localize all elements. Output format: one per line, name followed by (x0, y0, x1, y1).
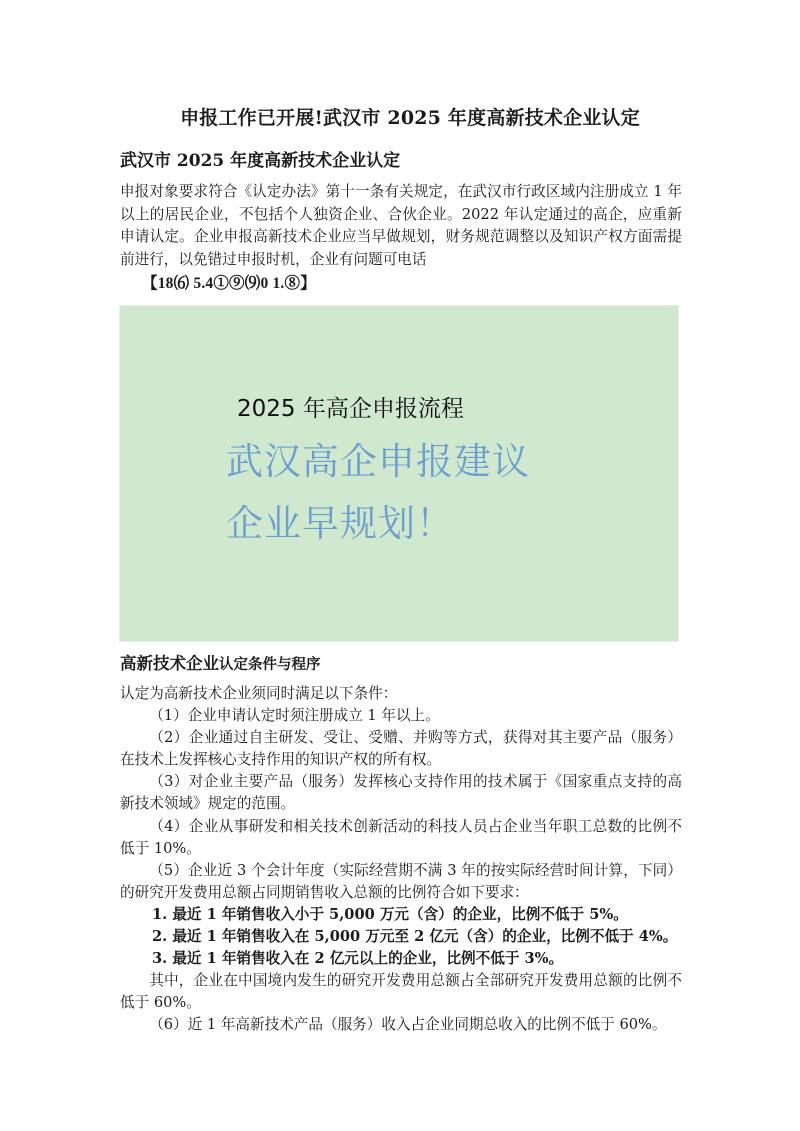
condition-item-5: （5）企业近 3 个会计年度（实际经营期不满 3 年的按实际经营时间计算，下同）的研究开发费用总额占同期销售收入总额的比例符合如下要求： (120, 861, 682, 901)
condition-item-6: （6）近 1 年高新技术产品（服务）收入占企业同期总收入的比例不低于 60%。 (149, 1016, 667, 1034)
conditions-list (120, 683, 682, 1037)
condition-item-4: （4）企业从事研发和相关技术创新活动的科技人员占企业当年职工总数的比例不低于 10%。 (120, 817, 682, 857)
rd-ratio-rule-2: 2. 最近 1 年销售收入在 5,000 万元至 2 亿元（含）的企业，比例不低于 4%。 (152, 928, 678, 946)
intro-text: 申报对象要求符合《认定办法》第十一条有关规定，在武汉市行政区域内注册成立 1 年以上的居民企业，不包括个人独资企业、合伙企业。2022 年认定通过的高企，应重新申请认定。企业申报高新技术企业应当早做规划，财务规范调整以及知识产权方面需提前进行，以免错过申报时机，企业有问题可电话 (120, 183, 682, 268)
condition-item-2: （2）企业通过自主研发、受让、受赠、并购等方式，获得对其主要产品（服务）在技术上发挥核心支持作用的知识产权的所有权。 (120, 729, 682, 769)
banner-slogan-line1: 武汉高企申报建议 (226, 440, 530, 483)
rd-ratio-rule-1: 1. 最近 1 年销售收入小于 5,000 万元（含）的企业，比例不低于 5%。 (152, 905, 628, 923)
document-subtitle: 武汉市 2025 年度高新技术企业认定 (120, 151, 401, 171)
domestic-rd-note: 其中，企业在中国境内发生的研究开发费用总额占全部研究开发费用总额的比例不低于 60%。 (120, 972, 682, 1012)
promo-banner-image (120, 306, 678, 641)
document-title: 申报工作已开展!武汉市 2025 年度高新技术企业认定 (180, 107, 640, 129)
banner-heading: 2025 年高企申报流程 (237, 396, 464, 422)
phone-number: 【18⑹ 5.4①⑨⑼0 1.⑧】 (142, 275, 316, 292)
section-heading (120, 651, 321, 678)
condition-item-1: （1）企业申请认定时须注册成立 1 年以上。 (149, 707, 440, 725)
condition-item-3: （3）对企业主要产品（服务）发挥核心支持作用的技术属于《国家重点支持的高新技术领域》规定的范围。 (120, 773, 682, 813)
section-heading-main: 高新技术企业 (120, 654, 219, 673)
banner-slogan-line2: 企业早规划！ (226, 502, 454, 545)
intro-paragraph (120, 181, 682, 271)
rd-ratio-rule-3: 3. 最近 1 年销售收入在 2 亿元以上的企业，比例不低于 3%。 (152, 950, 564, 968)
section-heading-sub: 认定条件与程序 (219, 656, 321, 673)
conditions-lead: 认定为高新技术企业须同时满足以下条件： (120, 685, 398, 702)
